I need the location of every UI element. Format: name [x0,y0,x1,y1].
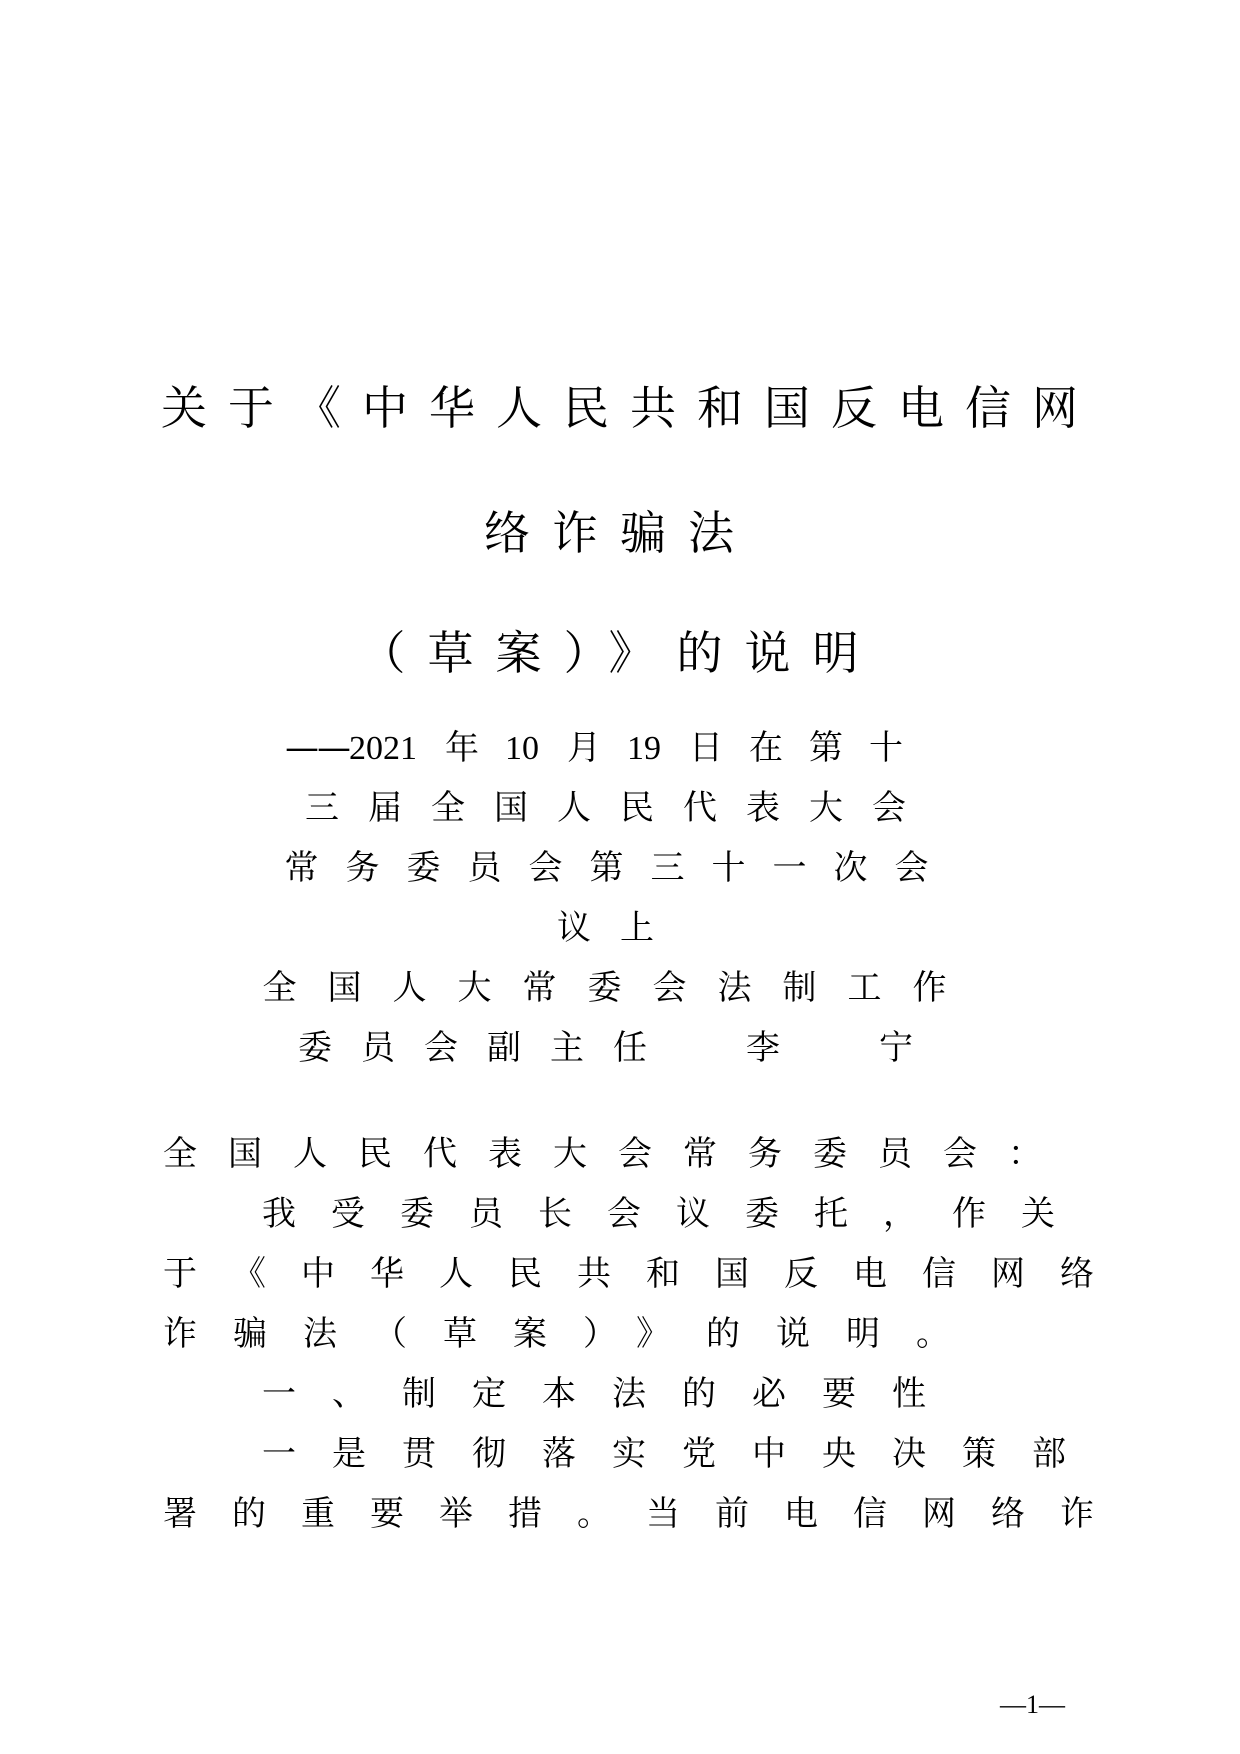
subtitle-author-name-2: 宁 [879,1028,942,1068]
subtitle-date-line [0,720,1240,769]
salutation: 全国人民代表大会常务委员会： [163,1134,1073,1174]
subtitle-year-unit: 年 [445,728,479,768]
page-number: —1— [1000,1690,1065,1719]
paragraph-1-line-3: 诈骗法（草案）》的说明。 [163,1314,986,1354]
section-1-heading: 一、制定本法的必要性 [262,1374,962,1414]
subtitle-date-tail: 在第十 [749,728,929,768]
paragraph-2-line-2: 署的重要举措。当前电信网络诈 [163,1494,1129,1534]
subtitle-month: 10 [505,730,539,767]
subtitle-line-3: 常务委员会第三十一次会 [284,848,956,888]
subtitle-line-4: 议上 [557,908,683,948]
subtitle-day-unit: 日 [689,728,723,768]
subtitle-author-role: 委员会副主任 [298,1028,676,1068]
subtitle-line-5: 全国人大常委会法制工作 [262,968,978,1008]
subtitle-year: 2021 [349,730,417,767]
document-title-line-2: 络诈骗法 [484,506,756,560]
document-title-line-3: （草案）》的说明 [359,626,881,680]
subtitle-day: 19 [627,730,661,767]
document-title-line-1: 关于《中华人民共和国反电信网 [161,381,1099,435]
subtitle-dash: —— [285,728,349,768]
paragraph-1-line-1: 我受委员长会议委托，作关 [262,1194,1090,1234]
paragraph-2-line-1: 一是贯彻落实党中央决策部 [262,1434,1102,1474]
subtitle-month-unit: 月 [567,728,601,768]
subtitle-author-line [0,1020,1240,1069]
subtitle-author-name-1: 李 [746,1028,809,1068]
subtitle-line-2: 三届全国人民代表大会 [305,788,935,828]
paragraph-1-line-2: 于《中华人民共和国反电信网络 [163,1254,1129,1294]
